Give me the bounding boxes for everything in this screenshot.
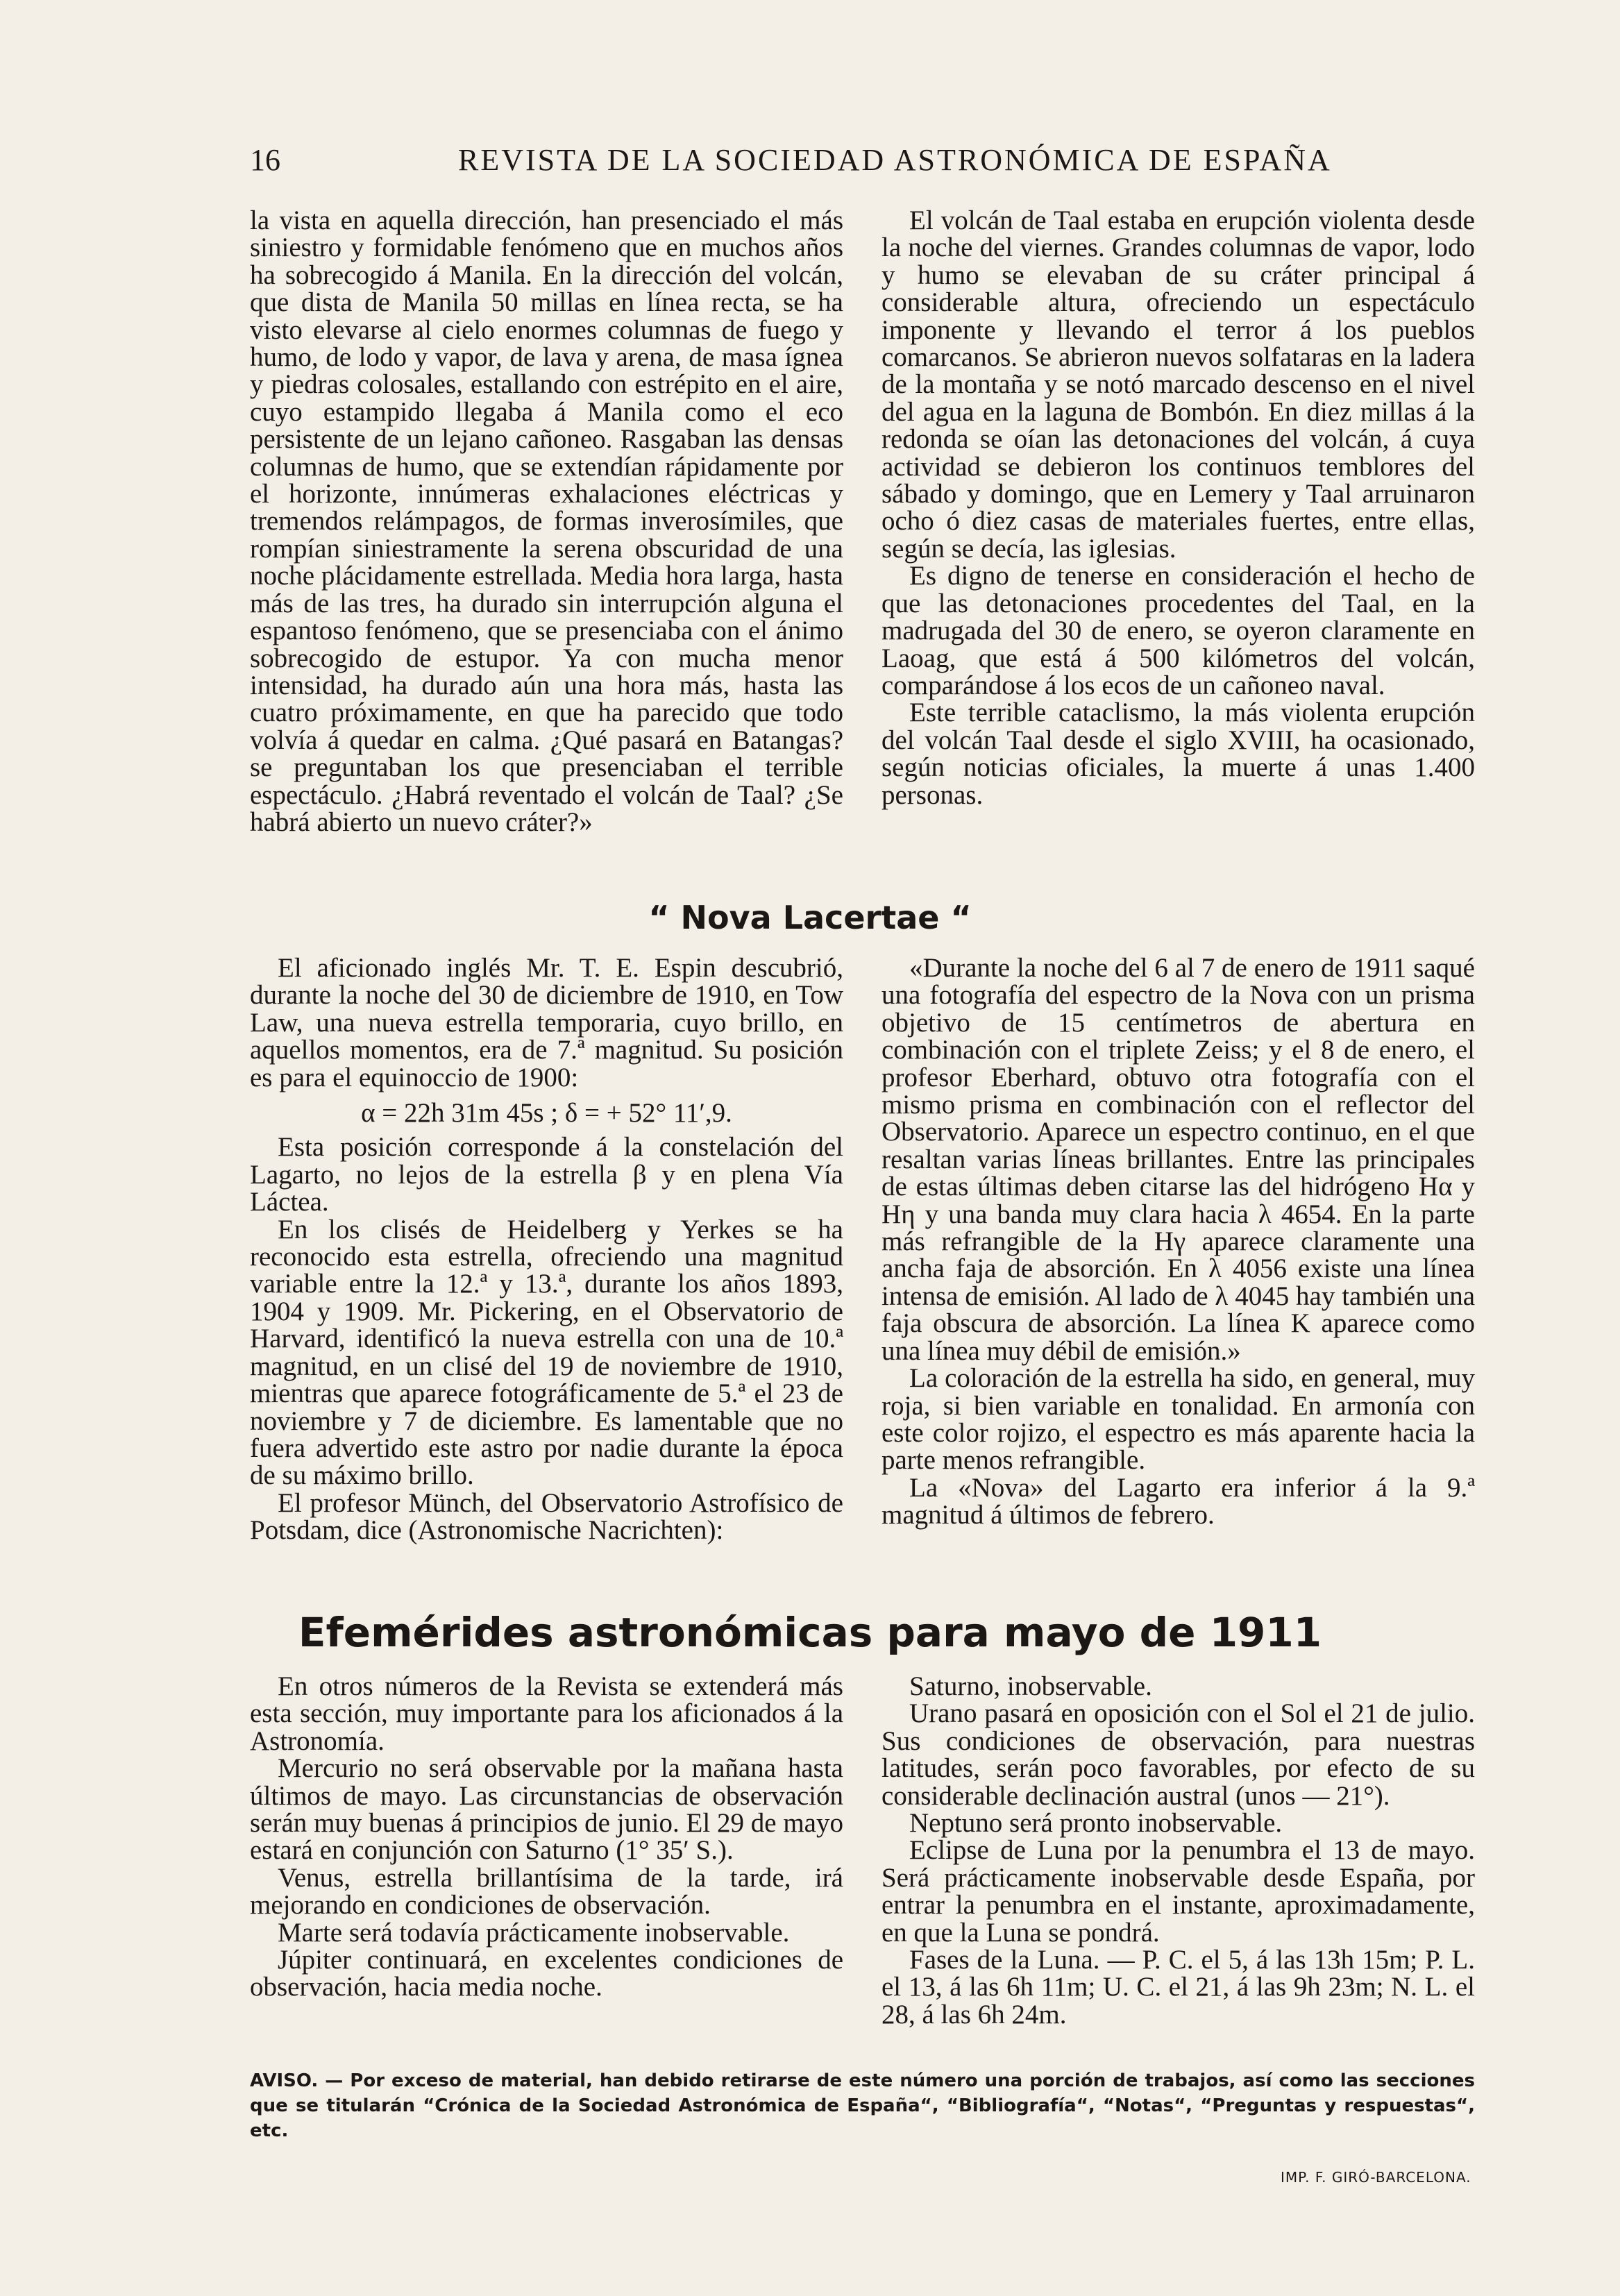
paragraph: Eclipse de Luna por la penumbra el 13 de mayo. Será prácticamente inobservable desde España, por entrar la penumbra en el instante, aproximadamente, en que la Luna se pondrá. — [881, 1835, 1475, 1948]
paragraph: La coloración de la estrella ha sido, en general, muy roja, si bien variable en tonalidad. En armonía con este color rojizo, el espectro es más aparente hacia la parte menos refrangible. — [881, 1363, 1475, 1476]
paragraph: El profesor Münch, del Observatorio Astrofísico de Potsdam, dice (Astronomische Nacrichten): — [250, 1487, 843, 1546]
efemerides-column-right — [881, 1673, 1475, 2028]
paragraph: Mercurio no será observable por la mañana hasta últimos de mayo. Las circunstancias de observación serán muy buenas á principios de junio. El 29 de mayo estará en conjunción con Saturno (1° 35′ S.). — [250, 1753, 843, 1866]
taal-column-left — [250, 207, 843, 836]
page-header — [250, 142, 1465, 191]
paragraph: la vista en aquella dirección, han presenciado el más siniestro y formidable fenómeno que en muchos años ha sobrecogido á Manila. En la dirección del volcán, que dista de Manila 50 millas en línea recta, se ha visto elevarse al cielo enormes columnas de fuego y humo, de lodo y vapor, de lava y arena, de masa ígnea y piedras colosales, estallando con estrépito en el aire, cuyo estampido llegaba á Manila como el eco persistente de un lejano cañoneo. Rasgaban las densas columnas de humo, que se extendían rápidamente por el horizonte, innúmeras exhalaciones eléctricas y tremendos relámpagos, de formas inverosímiles, que rompían siniestramente la serena obscuridad de una noche plácidamente estrellada. Media hora larga, hasta más de las tres, ha durado sin interrupción alguna el espantoso fenómeno, que se presenciaba con el ánimo sobrecogido de estupor. Ya con mucha menor intensidad, ha durado aún una hora más, hasta las cuatro próximamente, en que ha parecido que todo volvía á quedar en calma. ¿Qué pasará en Batangas? se preguntaban los que presenciaban el terrible espectáculo. ¿Habrá reventado el volcán de Taal? ¿Se habrá abierto un nuevo cráter?» — [250, 205, 843, 837]
taal-article — [0, 207, 1620, 873]
paragraph: Urano pasará en oposición con el Sol el 21 de julio. Sus condiciones de observación, para nuestras latitudes, serán poco favorables, por efecto de su considerable declinación austral (unos — 21°). — [881, 1698, 1475, 1811]
paragraph: En los clisés de Heidelberg y Yerkes se ha reconocido esta estrella, ofreciendo una magnitud variable entre la 12.ª y 13.ª, durante los años 1893, 1904 y 1909. Mr. Pickering, en el Observatorio de Harvard, identificó la nueva estrella con una de 10.ª magnitud, en un clisé del 19 de noviembre de 1910, mientras que aparece fotográficamente de 5.ª el 23 de noviembre y 7 de diciembre. Es lamentable que no fuera advertido este astro por nadie durante la época de su máximo brillo. — [250, 1214, 843, 1491]
paragraph: El volcán de Taal estaba en erupción violenta desde la noche del viernes. Grandes columnas de vapor, lodo y humo se elevaban de su cráter principal á considerable altura, ofreciendo un espectáculo imponente y llevando el terror á los pueblos comarcanos. Se abrieron nuevos solfataras en la ladera de la montaña y se notó marcado descenso en el nivel del agua en la laguna de Bombón. En diez millas á la redonda se oían las detonaciones del volcán, á cuya actividad se debieron los continuos temblores del sábado y domingo, que en Lemery y Taal arruinaron ocho ó diez casas de materiales fuertes, entre ellas, según se decía, las iglesias. — [881, 205, 1475, 564]
nova-column-left — [250, 954, 843, 1544]
page-number: 16 — [250, 143, 280, 177]
paragraph: Es digno de tenerse en consideración el hecho de que las detonaciones procedentes del Taal, en la madrugada del 30 de enero, se oyeron claramente en Laoag, que está á 500 kilómetros del volcán, comparándose á los ecos de un cañoneo naval. — [881, 561, 1475, 700]
paragraph: La «Nova» del Lagarto era inferior á la 9.ª magnitud á últimos de febrero. — [881, 1472, 1475, 1530]
efemerides-title: Efemérides astronómicas para mayo de 1911 — [298, 1609, 1322, 1656]
paragraph: Fases de la Luna. — P. C. el 5, á las 13h 15m; P. L. el 13, á las 6h 11m; U. C. el 21, á las 9h 23m; N. L. el 28, á las 6h 24m. — [881, 1945, 1475, 2029]
paragraph: Neptuno será pronto inobservable. — [909, 1808, 1283, 1839]
position-formula: α = 22h 31m 45s ; δ = + 52° 11′,9. — [361, 1098, 732, 1129]
running-title: REVISTA DE LA SOCIEDAD ASTRONÓMICA DE ESPAÑA — [458, 143, 1332, 177]
paragraph: El aficionado inglés Mr. T. E. Espin descubrió, durante la noche del 30 de diciembre de 1910, en Tow Law, una nueva estrella temporaria, cuyo brillo, en aquellos momentos, era de 7.ª magnitud. Su posición es para el equinoccio de 1900: — [250, 953, 843, 1092]
nova-column-right — [881, 954, 1475, 1529]
notice: AVISO. — Por exceso de material, han debido retirarse de este número una porción de trabajos, así como las secciones que se titularán “Crónica de la Sociedad Astronómica de España“, “Bibliografía“, “Notas“, “Preguntas y respuestas“, etc. — [250, 2070, 1475, 2141]
paragraph: Marte será todavía prácticamente inobservable. — [278, 1917, 790, 1948]
paragraph: En otros números de la Revista se extenderá más esta sección, muy importante para los aficionados á la Astronomía. — [250, 1671, 843, 1756]
printer-imprint: IMP. F. GIRÓ-BARCELONA. — [1281, 2169, 1471, 2186]
nova-article — [0, 954, 1620, 1579]
taal-column-right — [881, 207, 1475, 809]
paragraph: «Durante la noche del 6 al 7 de enero de 1911 saqué una fotografía del espectro de la Nova con un prisma objetivo de 15 centímetros de abertura en combinación con el triplete Zeiss; y el 8 de enero, el profesor Eberhard, obtuvo otra fotografía con el mismo prisma en combinación con el reflector del Observatorio. Aparece un espectro continuo, en el que resaltan varias líneas brillantes. Entre las principales de estas últimas deben citarse las del hidrógeno Hα y Hη y una banda muy clara hacia λ 4654. En la parte más refrangible de la Hγ aparece claramente una ancha faja de absorción. En λ 4056 existe una línea intensa de emisión. Al lado de λ 4045 hay también una faja obscura de absorción. La línea K aparece como una línea muy débil de emisión.» — [881, 953, 1475, 1366]
paragraph: Esta posición corresponde á la constelación del Lagarto, no lejos de la estrella β y en plena Vía Láctea. — [250, 1132, 843, 1217]
paragraph: Este terrible cataclismo, la más violenta erupción del volcán Taal desde el siglo XVIII, ha ocasionado, según noticias oficiales, la muerte á unas 1.400 personas. — [881, 698, 1475, 810]
efemerides-column-left — [250, 1673, 843, 2001]
paragraph: Júpiter continuará, en excelentes condiciones de observación, hacia media noche. — [250, 1945, 843, 2002]
paragraph: Saturno, inobservable. — [909, 1671, 1152, 1701]
efemerides-article — [0, 1673, 1620, 2054]
paragraph: Venus, estrella brillantísima de la tarde, irá mejorando en condiciones de observación. — [250, 1862, 843, 1921]
nova-title: “ Nova Lacertae “ — [648, 899, 972, 936]
